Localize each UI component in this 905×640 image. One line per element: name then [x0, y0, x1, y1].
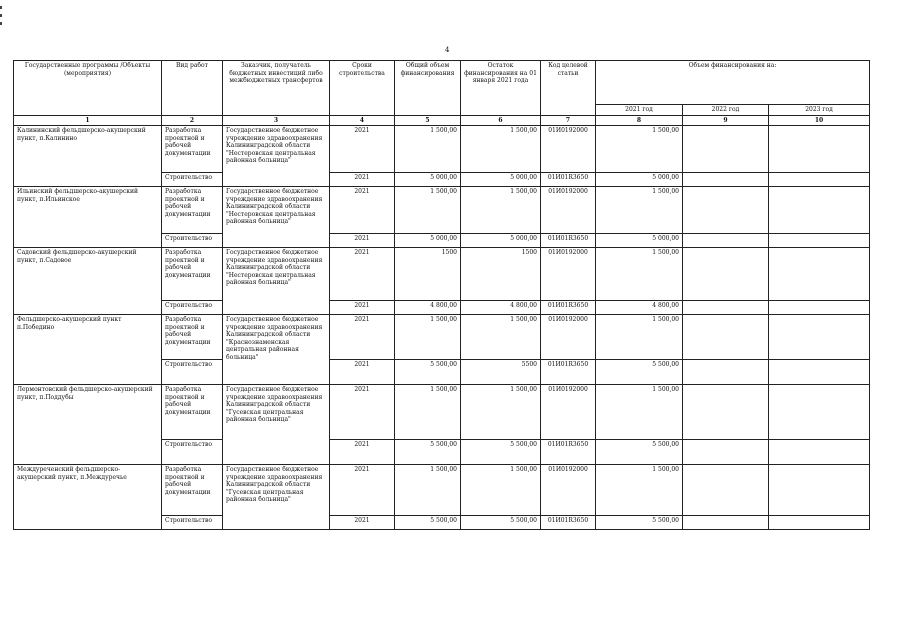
- financing-2022: [683, 173, 769, 187]
- work-type-construction: Строительство: [162, 440, 223, 465]
- financing-2023: [769, 301, 870, 315]
- target-code: 01И0192000: [541, 385, 596, 440]
- financing-2023: [769, 385, 870, 440]
- table-row: [14, 385, 870, 440]
- construction-year: 2021: [330, 187, 395, 234]
- column-index-row: [14, 115, 870, 126]
- header-remaining-financing: Остаток финансирования на 01 января 2021 года: [461, 61, 541, 116]
- remaining-financing: 1 500,00: [461, 385, 541, 440]
- remaining-financing: 5 000,00: [461, 173, 541, 187]
- financing-2023: [769, 440, 870, 465]
- header-year-2022: 2022 год: [683, 105, 769, 116]
- remaining-financing: 1 500,00: [461, 465, 541, 516]
- remaining-financing: 5 500,00: [461, 516, 541, 530]
- work-type-design: Разработка проектной и рабочей документации: [162, 385, 223, 440]
- remaining-financing: 1 500,00: [461, 315, 541, 360]
- financing-2021: 5 000,00: [596, 234, 683, 248]
- financing-2023: [769, 126, 870, 173]
- financing-2022: [683, 187, 769, 234]
- total-financing: 5 000,00: [395, 234, 461, 248]
- financing-2022: [683, 385, 769, 440]
- financing-2022: [683, 248, 769, 301]
- target-code: 01И0192000: [541, 315, 596, 360]
- financing-2022: [683, 234, 769, 248]
- total-financing: 1 500,00: [395, 465, 461, 516]
- header-target-code: Код целевой статьи: [541, 61, 596, 116]
- column-index: 2: [162, 115, 223, 126]
- financing-2021: 5 500,00: [596, 516, 683, 530]
- column-index: 8: [596, 115, 683, 126]
- total-financing: 5 500,00: [395, 516, 461, 530]
- financing-2023: [769, 516, 870, 530]
- work-type-construction: Строительство: [162, 234, 223, 248]
- construction-year: 2021: [330, 385, 395, 440]
- total-financing: 1 500,00: [395, 385, 461, 440]
- customer-name: Государственное бюджетное учреждение здравоохранения Калининградской области "Нестеровская центральная районная больница": [223, 187, 330, 248]
- construction-year: 2021: [330, 248, 395, 301]
- remaining-financing: 5 500,00: [461, 440, 541, 465]
- work-type-design: Разработка проектной и рабочей документации: [162, 315, 223, 360]
- table-row: [14, 248, 870, 301]
- financing-table: [13, 60, 870, 530]
- target-code: 01И01R3650: [541, 516, 596, 530]
- object-name: Садовский фельдшерско-акушерский пункт, п.Садовое: [14, 248, 162, 315]
- financing-2022: [683, 126, 769, 173]
- remaining-financing: 1 500,00: [461, 187, 541, 234]
- financing-2021: 5 000,00: [596, 173, 683, 187]
- page-number: 4: [445, 46, 450, 54]
- work-type-construction: Строительство: [162, 360, 223, 385]
- target-code: 01И0192000: [541, 126, 596, 173]
- header-programs: Государственные программы /Объекты (мероприятия): [14, 61, 162, 116]
- financing-2021: 1 500,00: [596, 385, 683, 440]
- financing-2023: [769, 315, 870, 360]
- total-financing: 1500: [395, 248, 461, 301]
- construction-year: 2021: [330, 173, 395, 187]
- table-row: [14, 465, 870, 516]
- remaining-financing: 1500: [461, 248, 541, 301]
- total-financing: 5 000,00: [395, 173, 461, 187]
- target-code: 01И0192000: [541, 465, 596, 516]
- financing-2021: 5 500,00: [596, 360, 683, 385]
- financing-2022: [683, 301, 769, 315]
- financing-2021: 1 500,00: [596, 465, 683, 516]
- financing-2022: [683, 440, 769, 465]
- target-code: 01И0192000: [541, 248, 596, 301]
- header-total-financing: Общий объем финансирования: [395, 61, 461, 116]
- financing-2021: 1 500,00: [596, 187, 683, 234]
- financing-2021: 5 500,00: [596, 440, 683, 465]
- header-work-type: Вид работ: [162, 61, 223, 116]
- header-year-2023: 2023 год: [769, 105, 870, 116]
- target-code: 01И01R3650: [541, 173, 596, 187]
- total-financing: 4 800,00: [395, 301, 461, 315]
- financing-2021: 1 500,00: [596, 126, 683, 173]
- total-financing: 1 500,00: [395, 315, 461, 360]
- financing-2023: [769, 187, 870, 234]
- financing-2023: [769, 173, 870, 187]
- header-construction-period: Сроки строительства: [330, 61, 395, 116]
- column-index: 6: [461, 115, 541, 126]
- header-year-2021: 2021 год: [596, 105, 683, 116]
- financing-2021: 4 800,00: [596, 301, 683, 315]
- object-name: Фельдшерско-акушерский пункт п.Победино: [14, 315, 162, 385]
- total-financing: 5 500,00: [395, 360, 461, 385]
- target-code: 01И01R3650: [541, 234, 596, 248]
- table-row: [14, 187, 870, 234]
- financing-2022: [683, 516, 769, 530]
- construction-year: 2021: [330, 360, 395, 385]
- column-index: 1: [14, 115, 162, 126]
- remaining-financing: 1 500,00: [461, 126, 541, 173]
- customer-name: Государственное бюджетное учреждение здравоохранения Калининградской области "Краснознаменская центральная районная больница": [223, 315, 330, 385]
- financing-2023: [769, 360, 870, 385]
- column-index: 10: [769, 115, 870, 126]
- column-index: 9: [683, 115, 769, 126]
- total-financing: 5 500,00: [395, 440, 461, 465]
- construction-year: 2021: [330, 440, 395, 465]
- work-type-design: Разработка проектной и рабочей документации: [162, 126, 223, 173]
- financing-2023: [769, 248, 870, 301]
- object-name: Калининский фельдшерско-акушерский пункт, п.Калинино: [14, 126, 162, 187]
- financing-2023: [769, 465, 870, 516]
- table-body: [14, 115, 870, 530]
- financing-2021: 1 500,00: [596, 315, 683, 360]
- column-index: 3: [223, 115, 330, 126]
- work-type-construction: Строительство: [162, 301, 223, 315]
- target-code: 01И0192000: [541, 187, 596, 234]
- customer-name: Государственное бюджетное учреждение здравоохранения Калининградской области "Гусевская центральная районная больница": [223, 385, 330, 465]
- work-type-design: Разработка проектной и рабочей документации: [162, 248, 223, 301]
- remaining-financing: 4 800,00: [461, 301, 541, 315]
- financing-table-wrapper: [13, 60, 869, 530]
- construction-year: 2021: [330, 301, 395, 315]
- table-row: [14, 315, 870, 360]
- object-name: Лермонтовский фельдшерско-акушерский пункт, п.Поддубы: [14, 385, 162, 465]
- header-financing-group: Объем финансирования на:: [596, 61, 870, 105]
- column-index: 7: [541, 115, 596, 126]
- construction-year: 2021: [330, 516, 395, 530]
- work-type-design: Разработка проектной и рабочей документации: [162, 465, 223, 516]
- construction-year: 2021: [330, 315, 395, 360]
- target-code: 01И01R3650: [541, 301, 596, 315]
- total-financing: 1 500,00: [395, 126, 461, 173]
- table-row: [14, 126, 870, 173]
- header-customer: Заказчик, получатель бюджетных инвестиций либо межбюджетных трансфертов: [223, 61, 330, 116]
- construction-year: 2021: [330, 234, 395, 248]
- target-code: 01И01R3650: [541, 440, 596, 465]
- object-name: Междуреченский фельдшерско-акушерский пункт, п.Междуречье: [14, 465, 162, 530]
- scan-margin-marks: [0, 6, 2, 34]
- customer-name: Государственное бюджетное учреждение здравоохранения Калининградской области "Нестеровская центральная районная больница": [223, 248, 330, 315]
- financing-2022: [683, 465, 769, 516]
- column-index: 5: [395, 115, 461, 126]
- table-header: [14, 61, 870, 116]
- column-index: 4: [330, 115, 395, 126]
- financing-2022: [683, 360, 769, 385]
- financing-2022: [683, 315, 769, 360]
- customer-name: Государственное бюджетное учреждение здравоохранения Калининградской области "Гусевская центральная районная больница": [223, 465, 330, 530]
- work-type-design: Разработка проектной и рабочей документации: [162, 187, 223, 234]
- financing-2023: [769, 234, 870, 248]
- remaining-financing: 5 000,00: [461, 234, 541, 248]
- remaining-financing: 5500: [461, 360, 541, 385]
- financing-2021: 1 500,00: [596, 248, 683, 301]
- work-type-construction: Строительство: [162, 516, 223, 530]
- total-financing: 1 500,00: [395, 187, 461, 234]
- target-code: 01И01R3650: [541, 360, 596, 385]
- construction-year: 2021: [330, 126, 395, 173]
- customer-name: Государственное бюджетное учреждение здравоохранения Калининградской области "Нестеровская центральная районная больница": [223, 126, 330, 187]
- object-name: Ильинский фельдшерско-акушерский пункт, п.Ильинское: [14, 187, 162, 248]
- construction-year: 2021: [330, 465, 395, 516]
- work-type-construction: Строительство: [162, 173, 223, 187]
